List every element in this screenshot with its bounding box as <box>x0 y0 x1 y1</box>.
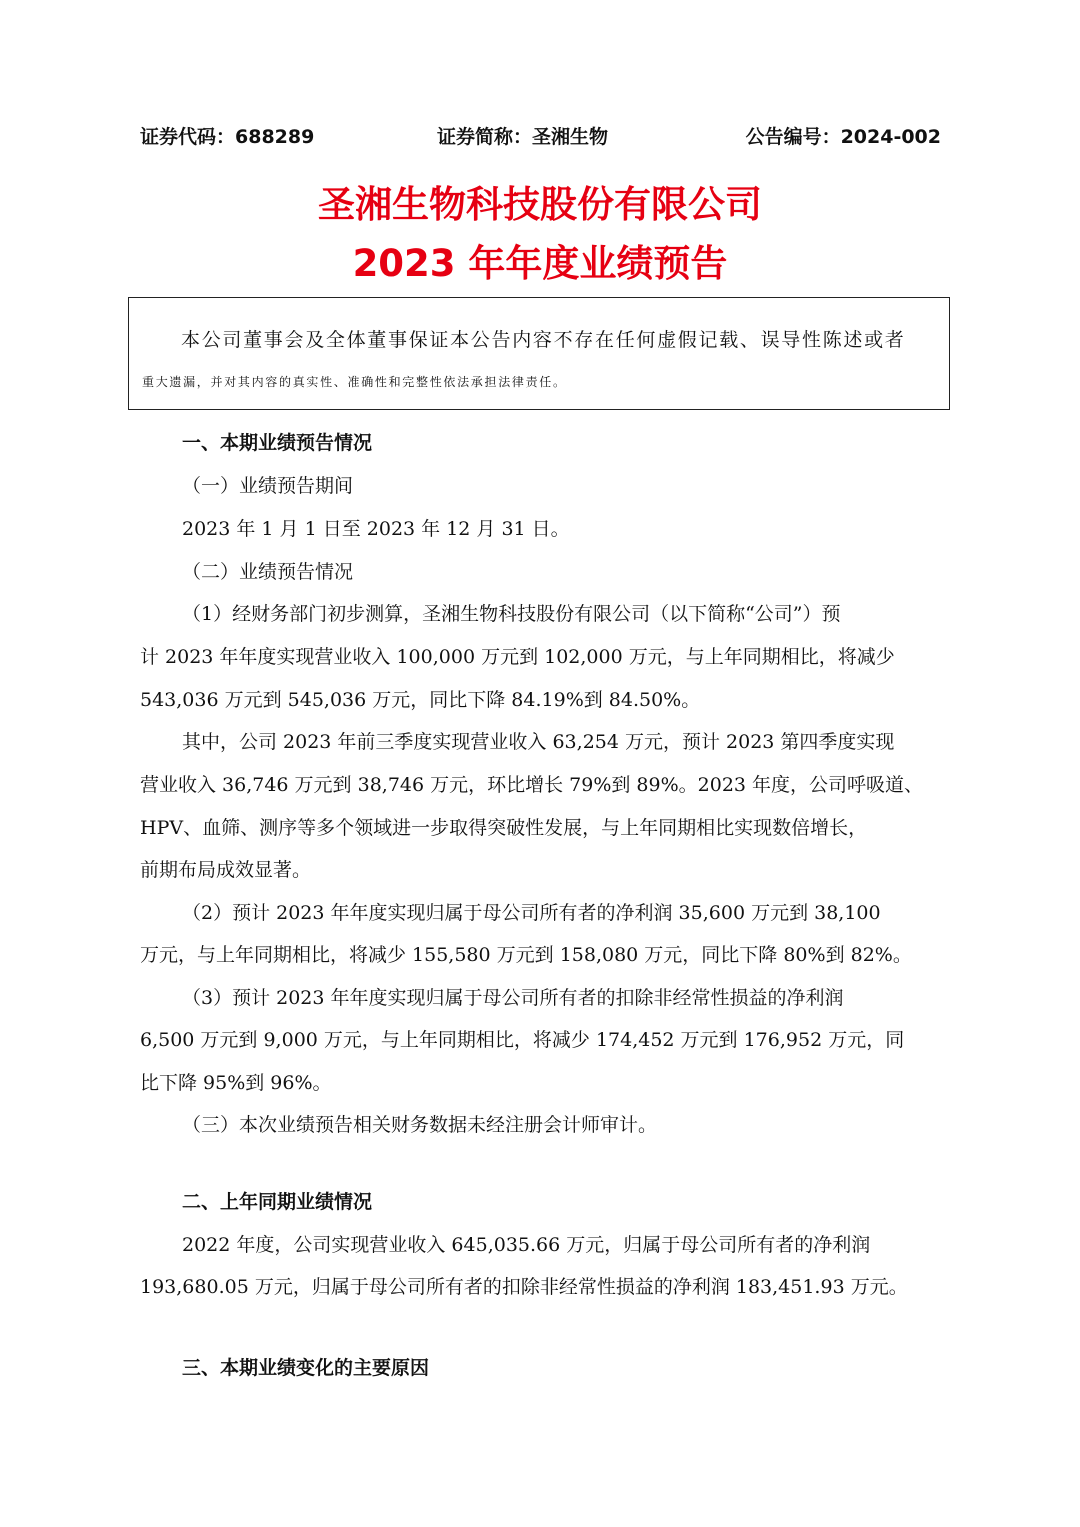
paragraph-line: 万元，与上年同期相比，将减少 155,580 万元到 158,080 万元，同比下降 80%到 82%。 <box>140 944 912 966</box>
paragraph-line: 前期布局成效显著。 <box>140 859 312 881</box>
paragraph-line: 193,680.05 万元，归属于母公司所有者的扣除非经常性损益的净利润 183,451.93 万元。 <box>140 1276 908 1298</box>
paragraph-line: HPV、血筛、测序等多个领域进一步取得突破性发展，与上年同期相比实现数倍增长， <box>140 817 868 839</box>
company-title: 圣湘生物科技股份有限公司 <box>318 183 762 226</box>
section-2-heading: 二、上年同期业绩情况 <box>182 1191 373 1213</box>
paragraph-line: （3）预计 2023 年年度实现归属于母公司所有者的扣除非经常性损益的净利润 <box>182 987 844 1009</box>
paragraph-line: 其中，公司 2023 年前三季度实现营业收入 63,254 万元，预计 2023 第四季度实现 <box>182 731 895 753</box>
paragraph-line: 比下降 95%到 96%。 <box>140 1072 332 1094</box>
announcement-number: 公告编号：2024-002 <box>745 126 941 148</box>
forecast-period: 2023 年 1 月 1 日至 2023 年 12 月 31 日。 <box>182 518 570 540</box>
section-1-heading: 一、本期业绩预告情况 <box>182 432 373 454</box>
subsection-1-heading: （一）业绩预告期间 <box>182 475 354 497</box>
subsection-2-heading: （二）业绩预告情况 <box>182 561 354 583</box>
report-title: 2023 年年度业绩预告 <box>352 242 728 285</box>
audit-note: （三）本次业绩预告相关财务数据未经注册会计师审计。 <box>182 1114 658 1136</box>
paragraph-line: 计 2023 年年度实现营业收入 100,000 万元到 102,000 万元，与上年同期相比，将减少 <box>140 646 895 668</box>
stock-abbreviation: 证券简称：圣湘生物 <box>437 126 609 148</box>
disclaimer-line-2: 重大遗漏，并对其内容的真实性、准确性和完整性依法承担法律责任。 <box>142 375 567 389</box>
paragraph-line: （1）经财务部门初步测算，圣湘生物科技股份有限公司（以下简称“公司”）预 <box>182 603 841 625</box>
section-3-heading: 三、本期业绩变化的主要原因 <box>182 1357 430 1379</box>
paragraph-line: 543,036 万元到 545,036 万元，同比下降 84.19%到 84.50%。 <box>140 689 701 711</box>
disclaimer-box <box>128 297 950 410</box>
stock-code: 证券代码：688289 <box>140 126 315 148</box>
paragraph-line: 营业收入 36,746 万元到 38,746 万元，环比增长 79%到 89%。2023 年度，公司呼吸道、 <box>140 774 924 796</box>
paragraph-line: 2022 年度，公司实现营业收入 645,035.66 万元，归属于母公司所有者的净利润 <box>182 1234 871 1256</box>
paragraph-line: 6,500 万元到 9,000 万元，与上年同期相比，将减少 174,452 万元到 176,952 万元，同 <box>140 1029 905 1051</box>
announcement-header <box>140 118 941 152</box>
disclaimer-line-1: 本公司董事会及全体董事保证本公告内容不存在任何虚假记载、误导性陈述或者 <box>181 329 906 351</box>
paragraph-line: （2）预计 2023 年年度实现归属于母公司所有者的净利润 35,600 万元到 38,100 <box>182 902 881 924</box>
